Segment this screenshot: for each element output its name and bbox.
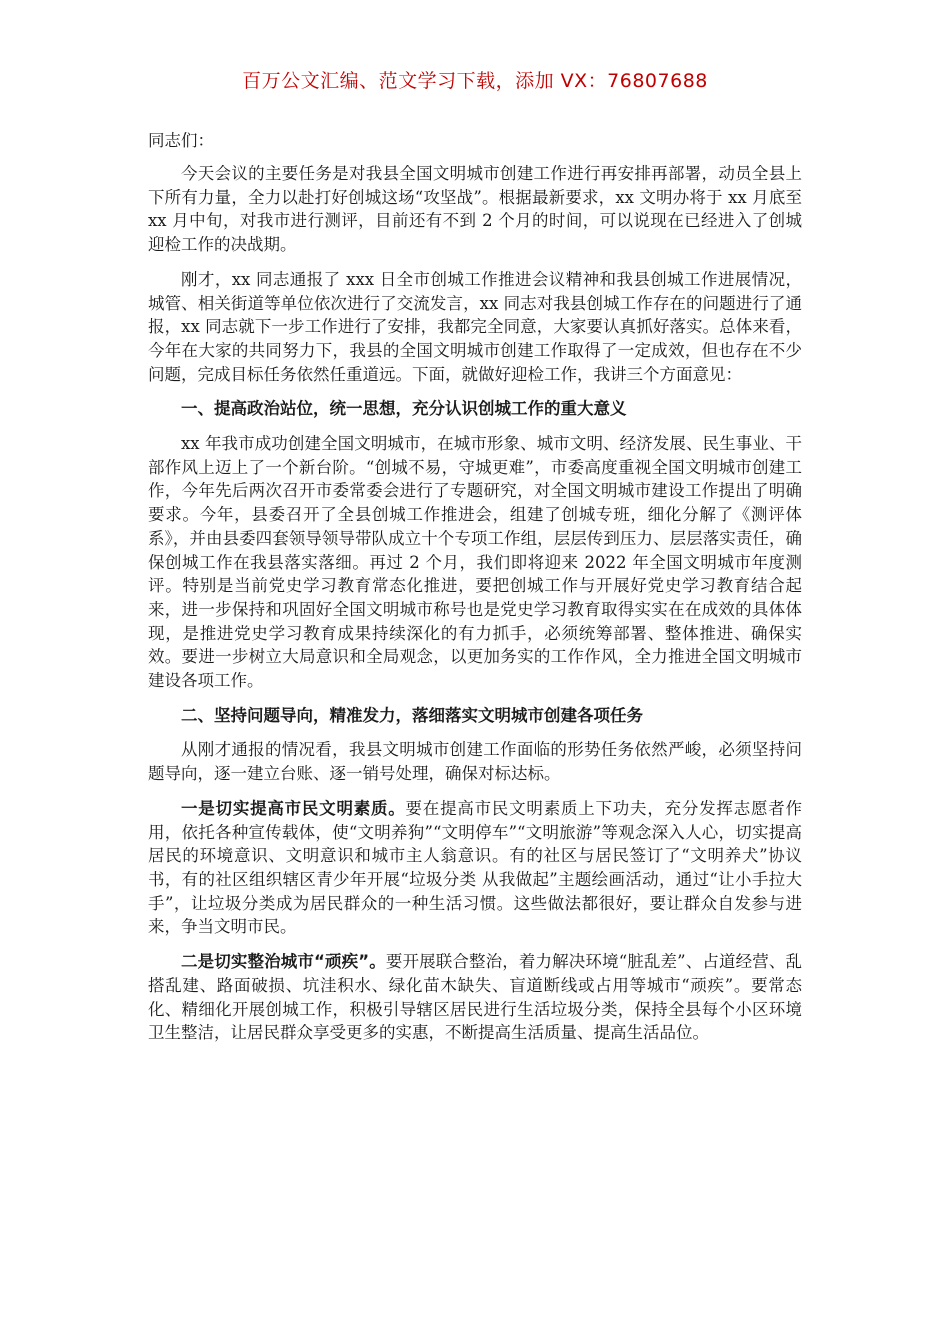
section-2-item-1 [148, 797, 802, 939]
paragraph-intro: 今天会议的主要任务是对我县全国文明城市创建工作进行再安排再部署，动员全县上下所有力量，全力以赴打好创城这场“攻坚战”。根据最新要求，xx 文明办将于 xx 月底至 xx 月中旬，对我市进行测评，目前还有不到 2 个月的时间，可以说现在已经进入了创城迎检工作的决战期。 [148, 164, 802, 255]
section-heading-2: 二、坚持问题导向，精准发力，落细落实文明城市创建各项任务 [181, 705, 643, 725]
document-body [148, 128, 802, 1056]
item-1-lead: 一是切实提高市民文明素质。 [181, 798, 406, 818]
item-2-body: 要开展联合整治，着力解决环境“脏乱差”、占道经营、乱搭乱建、路面破损、坑洼积水、绿化苗木缺失、盲道断线或占用等城市“顽疾”。要常态化、精细化开展创城工作，积极引导辖区居民进行生活垃圾分类，保持全县每个小区环境卫生整洁，让居民群众享受更多的实惠，不断提高生活质量、提高生活品位。 [148, 952, 802, 1043]
paragraph-summary: 刚才，xx 同志通报了 xxx 日全市创城工作推进会议精神和我县创城工作进展情况，城管、相关街道等单位依次进行了交流发言，xx 同志对我县创城工作存在的问题进行了通报，xx 同志就下一步工作进行了安排，我都完全同意，大家要认真抓好落实。总体来看，今年在大家的共同努力下，我县的全国文明城市创建工作取得了一定成效，但也存在不少问题，完成目标任务依然任重道远。下面，就做好迎检工作，我讲三个方面意见： [148, 269, 802, 384]
item-2-lead: 二是切实整治城市“顽疾”。 [181, 952, 386, 972]
section-1-body: xx 年我市成功创建全国文明城市，在城市形象、城市文明、经济发展、民生事业、干部作风上迈上了一个新台阶。“创城不易，守城更难”，市委高度重视全国文明城市创建工作，今年先后两次召开市委常委会进行了专题研究，对全国文明城市建设工作提出了明确要求。今年，县委召开了全县创城工作推进会，组建了创城专班，细化分解了《测评体系》，并由县委四套领导领导带队成立十个专项工作组，层层传到压力、层层落实责任，确保创城工作在我县落实落细。再过 2 个月，我们即将迎来 2022 年全国文明城市年度测评。特别是当前党史学习教育常态化推进，要把创城工作与开展好党史学习教育结合起来，进一步保持和巩固好全国文明城市称号也是党史学习教育取得实实在在成效的具体体现，是推进党史学习教育成果持续深化的有力抓手，必须统筹部署、整体推进、确保实效。要进一步树立大局意识和全局观念，以更加务实的工作作风，全力推进全国文明城市建设各项工作。 [148, 434, 802, 691]
section-heading-1: 一、提高政治站位，统一思想，充分认识创城工作的重大意义 [181, 399, 627, 419]
greeting: 同志们： [148, 131, 214, 150]
section-2-item-2 [148, 950, 802, 1045]
download-watermark-header: 百万公文汇编、范文学习下载，添加 VX：76807688 [242, 70, 708, 92]
item-1-body: 要在提高市民文明素质上下功夫，充分发挥志愿者作用，依托各种宣传载体，使“文明养狗”“文明停车”“文明旅游”等观念深入人心，切实提高居民的环境意识、文明意识和城市主人翁意识。有的社区与居民签订了“文明养犬”协议书，有的社区组织辖区青少年开展“垃圾分类 从我做起”主题绘画活动，通过“让小手拉大手”，让垃圾分类成为居民群众的一种生活习惯。这些做法都很好，要让群众自发参与进来，争当文明市民。 [148, 798, 803, 937]
section-2-intro: 从刚才通报的情况看，我县文明城市创建工作面临的形势任务依然严峻，必须坚持问题导向，逐一建立台账、逐一销号处理，确保对标达标。 [148, 740, 802, 784]
